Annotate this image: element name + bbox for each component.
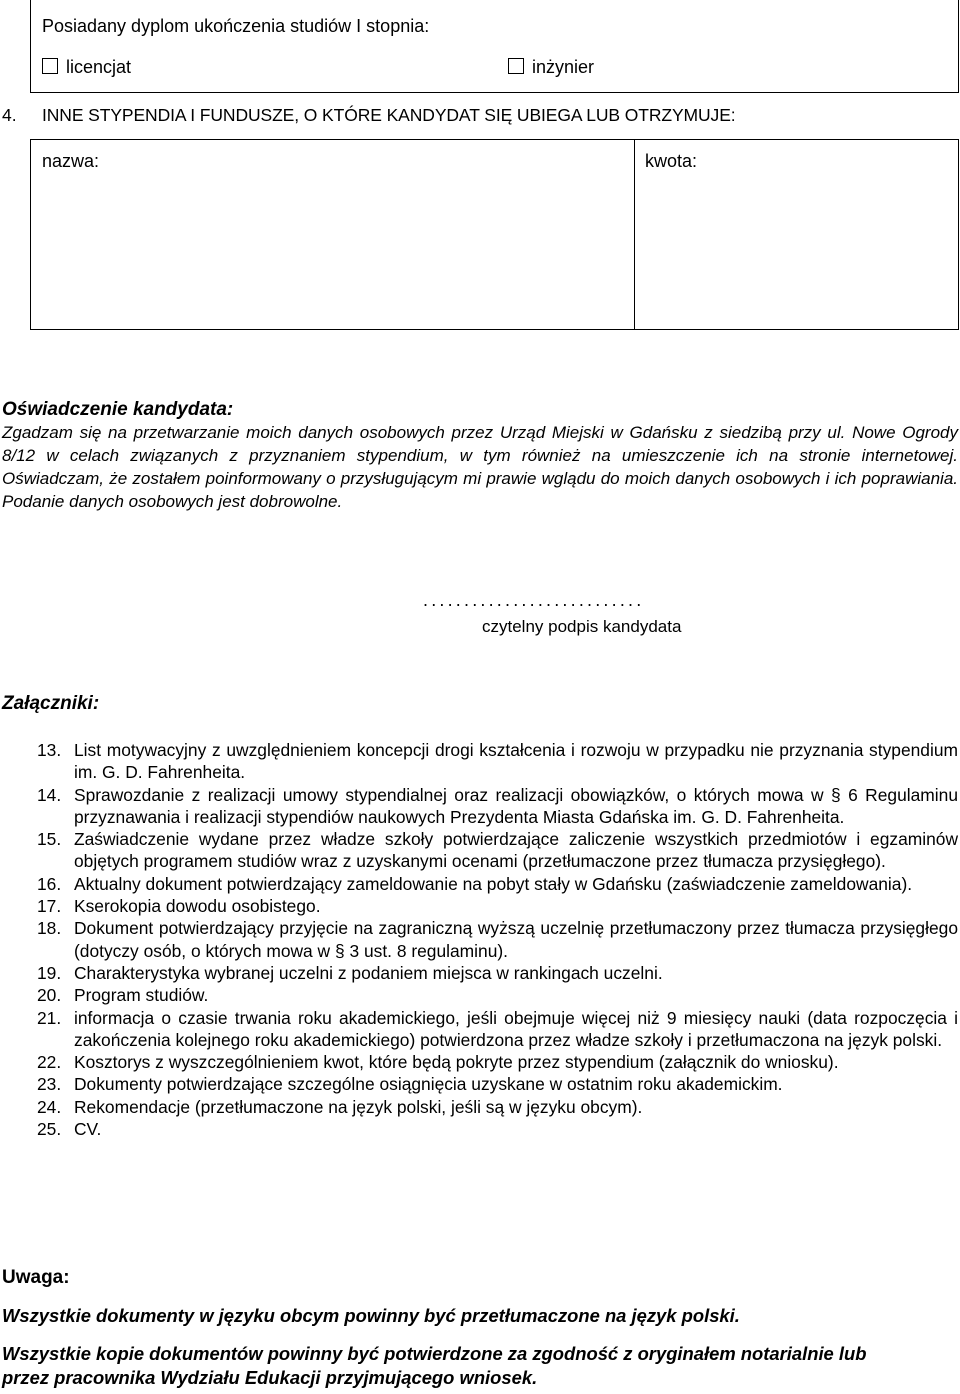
option-label: inżynier: [532, 57, 595, 77]
item-number: 13.: [37, 740, 62, 760]
signature-label: czytelny podpis kandydata: [482, 617, 682, 636]
item-number: 24.: [37, 1096, 62, 1117]
list-item: [37, 984, 958, 1006]
note-line1: Wszystkie dokumenty w języku obcym powinny być przetłumaczone na język polski.: [2, 1305, 740, 1326]
item-text: informacja o czasie trwania roku akademickiego, jeśli obejmuje więcej niż 9 miesięcy nauki (data rozpoczęcia i zakończenia kolejnego roku akademickiego) potwierdzona przez władze szkoły i przetłumaczona na język polski.: [74, 1007, 958, 1050]
item-text: Kserokopia dowodu osobistego.: [74, 896, 321, 917]
section4-title: INNE STYPENDIA I FUNDUSZE, O KTÓRE KANDYDAT SIĘ UBIEGA LUB OTRZYMUJE:: [42, 105, 736, 125]
item-number: 23.: [37, 1074, 62, 1095]
item-text: Charakterystyka wybranej uczelni z podaniem miejsca w rankingach uczelni.: [74, 962, 663, 983]
item-number: 22.: [37, 1052, 62, 1073]
item-number: 16.: [37, 873, 62, 894]
declaration-body: Zgadzam się na przetwarzanie moich danych osobowych przez Urząd Miejski w Gdańsku z siedzibą przy ul. Nowe Ogrody 8/12 w celach związanych z przyznaniem stypendium, w tym również na umieszczenie ich na stronie internetowej. Oświadczam, że zostałem poinformowany o przysługującym mi prawie wglądu do moich danych osobowych i ich poprawiania. Podanie danych osobowych jest dobrowolne.: [2, 423, 958, 511]
signature-dots: ...........................: [423, 590, 645, 610]
item-text: Dokumenty potwierdzające szczególne osiągnięcia uzyskane w ostatnim roku akademickim.: [74, 1074, 783, 1095]
list-item: [37, 739, 958, 784]
option-label: licencjat: [66, 57, 132, 77]
item-number: 20.: [37, 985, 62, 1006]
list-item: [37, 1073, 958, 1095]
item-text: Program studiów.: [74, 985, 209, 1006]
item-text: Zaświadczenie wydane przez władze szkoły potwierdzające zaliczenie wszystkich przedmiotów i egzaminów objętych programem studiów wraz z uzyskanymi ocenami (przetłumaczone przez tłumacza przysięgłego).: [74, 829, 958, 872]
option-licencjat[interactable]: [42, 57, 131, 78]
funds-col-divider: [634, 139, 635, 330]
checkbox-icon[interactable]: [508, 58, 524, 74]
item-number: 14.: [37, 784, 62, 805]
attachments-list: [37, 739, 958, 1140]
list-item: [37, 1007, 958, 1052]
item-number: 19.: [37, 962, 62, 983]
item-number: 18.: [37, 918, 62, 939]
declaration-heading: Oświadczenie kandydata:: [2, 399, 234, 420]
list-item: [37, 1118, 958, 1140]
note-heading: Uwaga:: [2, 1267, 70, 1288]
item-number: 17.: [37, 896, 62, 917]
diploma-box: [30, 0, 959, 93]
item-text: Sprawozdanie z realizacji umowy stypendialnej oraz realizacji obowiązków, o których mowa w § 6 Regulaminu przyznawania i realizacji stypendiów naukowych Prezydenta Miasta Gdańska im. G. D. Fahrenheita.: [74, 784, 958, 827]
option-inzynier[interactable]: [508, 57, 594, 78]
funds-col-amount: kwota:: [645, 151, 698, 171]
list-item: [37, 1051, 958, 1073]
item-text: Rekomendacje (przetłumaczone na język polski, jeśli są w języku obcym).: [74, 1096, 643, 1117]
list-item: [37, 895, 958, 917]
attachments-heading: Załączniki:: [2, 693, 100, 714]
funds-col-name: nazwa:: [42, 151, 100, 171]
item-text: List motywacyjny z uwzględnieniem koncepcji drogi kształcenia i rozwoju w przypadku nie przyznania stypendium im. G. D. Fahrenheita.: [74, 740, 958, 783]
note-line2: Wszystkie kopie dokumentów powinny być potwierdzone za zgodność z oryginałem notarialnie lub przez pracownika Wydziału Edukacji przyjmującego wniosek.: [2, 1343, 867, 1388]
checkbox-icon[interactable]: [42, 58, 58, 74]
list-item: [37, 917, 958, 962]
list-item: [37, 962, 958, 984]
list-item: [37, 1096, 958, 1118]
item-number: 21.: [37, 1007, 62, 1028]
item-text: Kosztorys z wyszczególnieniem kwot, które będą pokryte przez stypendium (załącznik do wniosku).: [74, 1052, 839, 1073]
funds-table: [30, 139, 959, 330]
list-item: [37, 784, 958, 829]
diploma-heading: Posiadany dyplom ukończenia studiów I stopnia:: [42, 16, 430, 36]
section4-number: 4.: [2, 105, 17, 125]
item-number: 25.: [37, 1119, 62, 1140]
item-text: Dokument potwierdzający przyjęcie na zagraniczną wyższą uczelnię przetłumaczony przez tłumacza przysięgłego (dotyczy osób, o których mowa w § 3 ust. 8 regulaminu).: [74, 918, 958, 961]
item-text: CV.: [74, 1119, 102, 1140]
item-text: Aktualny dokument potwierdzający zameldowanie na pobyt stały w Gdańsku (zaświadczenie zameldowania).: [74, 873, 913, 894]
item-number: 15.: [37, 829, 62, 850]
list-item: [37, 828, 958, 873]
list-item: [37, 873, 958, 895]
